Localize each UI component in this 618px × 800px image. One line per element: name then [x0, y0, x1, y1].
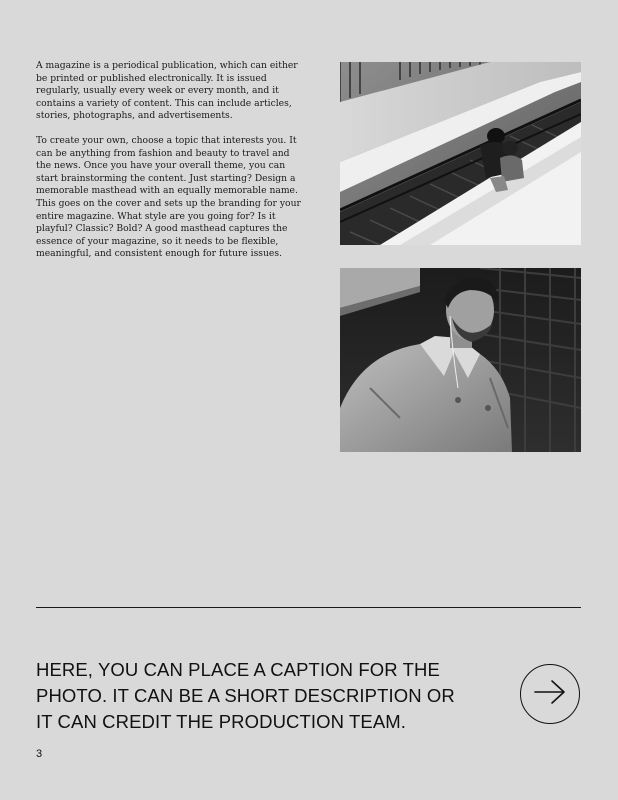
next-page-button[interactable]	[520, 664, 580, 724]
article-paragraph-1: A magazine is a periodical publication, which can either be printed or published electronically. It is issued regularly, usually every week or every month, and it contains a variety of content. This can include articles, stories, photographs, and advertisements.	[36, 60, 298, 122]
page-number: 3	[36, 748, 43, 760]
article-paragraph-2: To create your own, choose a topic that interests you. It can be anything from fashion and beauty to travel and the news. Once you have your overall theme, you can start brainstorming the content. Just starting? Design a memorable masthead with an equally memorable name. This goes on the cover and sets up the branding for your entire magazine. What style are you going for? Is it playful? Classic? Bold? A good masthead captures the essence of your magazine, so it needs to be flexible, meaningful, and consistent enough for future issues.	[36, 134, 301, 260]
section-divider	[36, 607, 581, 608]
photo-caption: HERE, YOU CAN PLACE A CAPTION FOR THE PHOTO. IT CAN BE A SHORT DESCRIPTION OR IT CAN CREDIT THE PRODUCTION TEAM.	[36, 659, 455, 732]
escalator-photo	[340, 62, 581, 245]
portrait-photo	[340, 268, 581, 452]
article-body	[36, 60, 306, 273]
arrow-right-icon	[532, 678, 568, 711]
